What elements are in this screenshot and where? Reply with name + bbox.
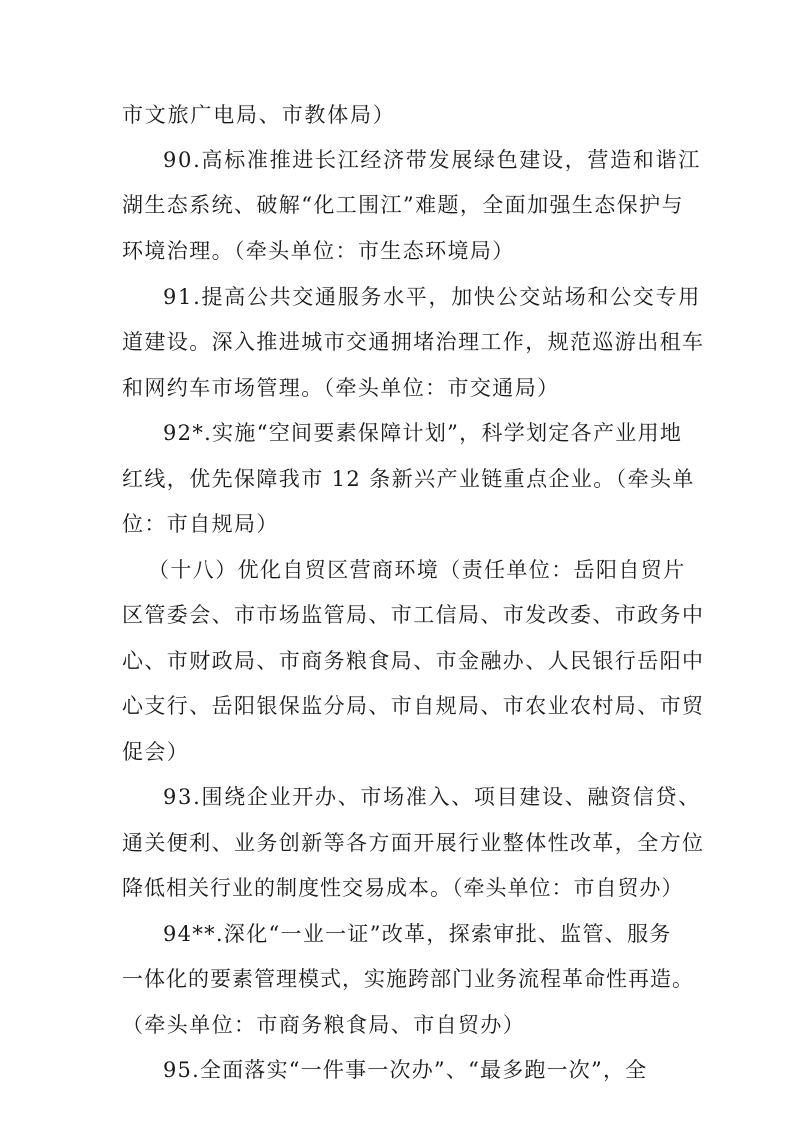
item-90-heading-line: 90.高标准推进长江经济带发展绿色建设，营造和谐江: [163, 148, 701, 172]
text-line: 心、市财政局、市商务粮食局、市金融办、人民银行岳阳中: [122, 649, 705, 673]
text-line: 区管委会、市市场监管局、市工信局、市发改委、市政务中: [122, 603, 705, 627]
text-line: 市文旅广电局、市教体局）: [122, 103, 396, 127]
text-line: （牵头单位：市商务粮食局、市自贸办）: [122, 1013, 526, 1037]
text-line: 红线，优先保障我市 12 条新兴产业链重点企业。（牵头单: [122, 467, 695, 491]
text-line: 位：市自规局）: [122, 512, 279, 536]
item-91-heading-line: 91.提高公共交通服务水平，加快公交站场和公交专用: [163, 285, 701, 309]
text-line: 和网约车市场管理。（牵头单位：市交通局）: [122, 376, 560, 400]
item-93-heading-line: 93.围绕企业开办、市场准入、项目建设、融资信贷、: [163, 785, 701, 809]
item-94-heading-line: 94**.深化“一业一证”改革，探索审批、监管、服务: [163, 922, 672, 946]
text-line: 湖生态系统、破解“化工围江”难题，全面加强生态保护与: [122, 193, 684, 217]
text-line: 通关便利、业务创新等各方面开展行业整体性改革，全方位: [122, 831, 705, 855]
text-line: 心支行、岳阳银保监分局、市自规局、市农业农村局、市贸: [122, 694, 705, 718]
text-line: 道建设。深入推进城市交通拥堵治理工作，规范巡游出租车: [122, 330, 705, 354]
text-line: 环境治理。（牵头单位：市生态环境局）: [122, 239, 515, 263]
text-line: 促会）: [122, 740, 190, 764]
item-92-heading-line: 92*.实施“空间要素保障计划”，科学划定各产业用地: [163, 421, 683, 445]
text-line: 一体化的要素管理模式，实施跨部门业务流程革命性再造。: [122, 967, 694, 991]
section-18-heading-line: （十八）优化自贸区营商环境（责任单位：岳阳自贸片: [148, 558, 686, 582]
text-line: 降低相关行业的制度性交易成本。（牵头单位：市自贸办）: [122, 876, 684, 900]
item-95-heading-line: 95.全面落实“一件事一次办”、“最多跑一次”，全: [163, 1058, 648, 1082]
